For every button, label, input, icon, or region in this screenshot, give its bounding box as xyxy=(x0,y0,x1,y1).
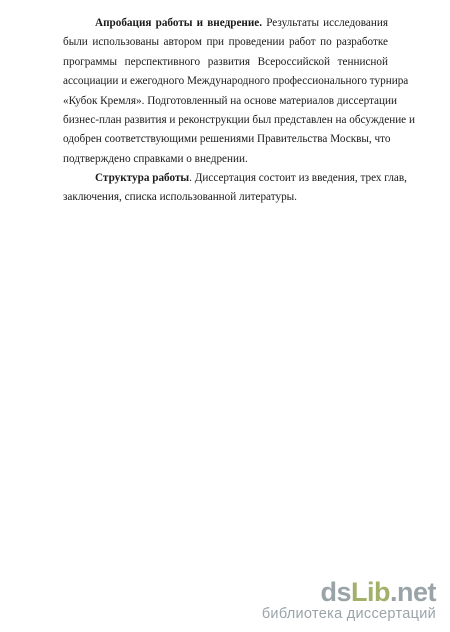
watermark-subtitle: библиотека диссертаций xyxy=(261,606,436,622)
dslib-watermark[interactable] xyxy=(262,578,436,622)
paragraph-line xyxy=(63,169,407,188)
logo-net: .net xyxy=(389,577,436,607)
logo-ds: ds xyxy=(320,577,351,607)
paragraph-line: программы перспективного развития Всероссийской теннисной xyxy=(63,55,388,68)
dslib-logo[interactable] xyxy=(262,578,436,606)
paragraph-structure xyxy=(63,169,407,208)
logo-lib: Lib xyxy=(350,577,390,607)
paragraph-line: одобрен соответствующими решениями Правительства Москвы, что xyxy=(63,133,391,146)
paragraph-line xyxy=(63,14,388,33)
paragraph-lead-bold: Апробация работы и внедрение. xyxy=(95,17,263,29)
paragraph-line: бизнес-план развития и реконструкции был представлен на обсуждение и xyxy=(63,114,415,127)
paragraph-line: заключения, списка использованной литературы. xyxy=(63,191,297,204)
paragraph-lead-bold: Структура работы xyxy=(95,172,190,184)
paragraph-line: подтверждено справками о внедрении. xyxy=(63,152,248,165)
paragraph-approbation xyxy=(63,14,415,169)
paragraph-line: были использованы автором при проведении работ по разработке xyxy=(63,36,388,49)
paragraph-line: «Кубок Кремля». Подготовленный на основе материалов диссертации xyxy=(63,94,397,107)
paragraph-text: . Диссертация состоит из введения, трех глав, xyxy=(189,172,407,184)
paragraph-text: Результаты исследования xyxy=(262,17,388,29)
paragraph-line: ассоциации и ежегодного Международного профессионального турнира xyxy=(63,75,409,88)
